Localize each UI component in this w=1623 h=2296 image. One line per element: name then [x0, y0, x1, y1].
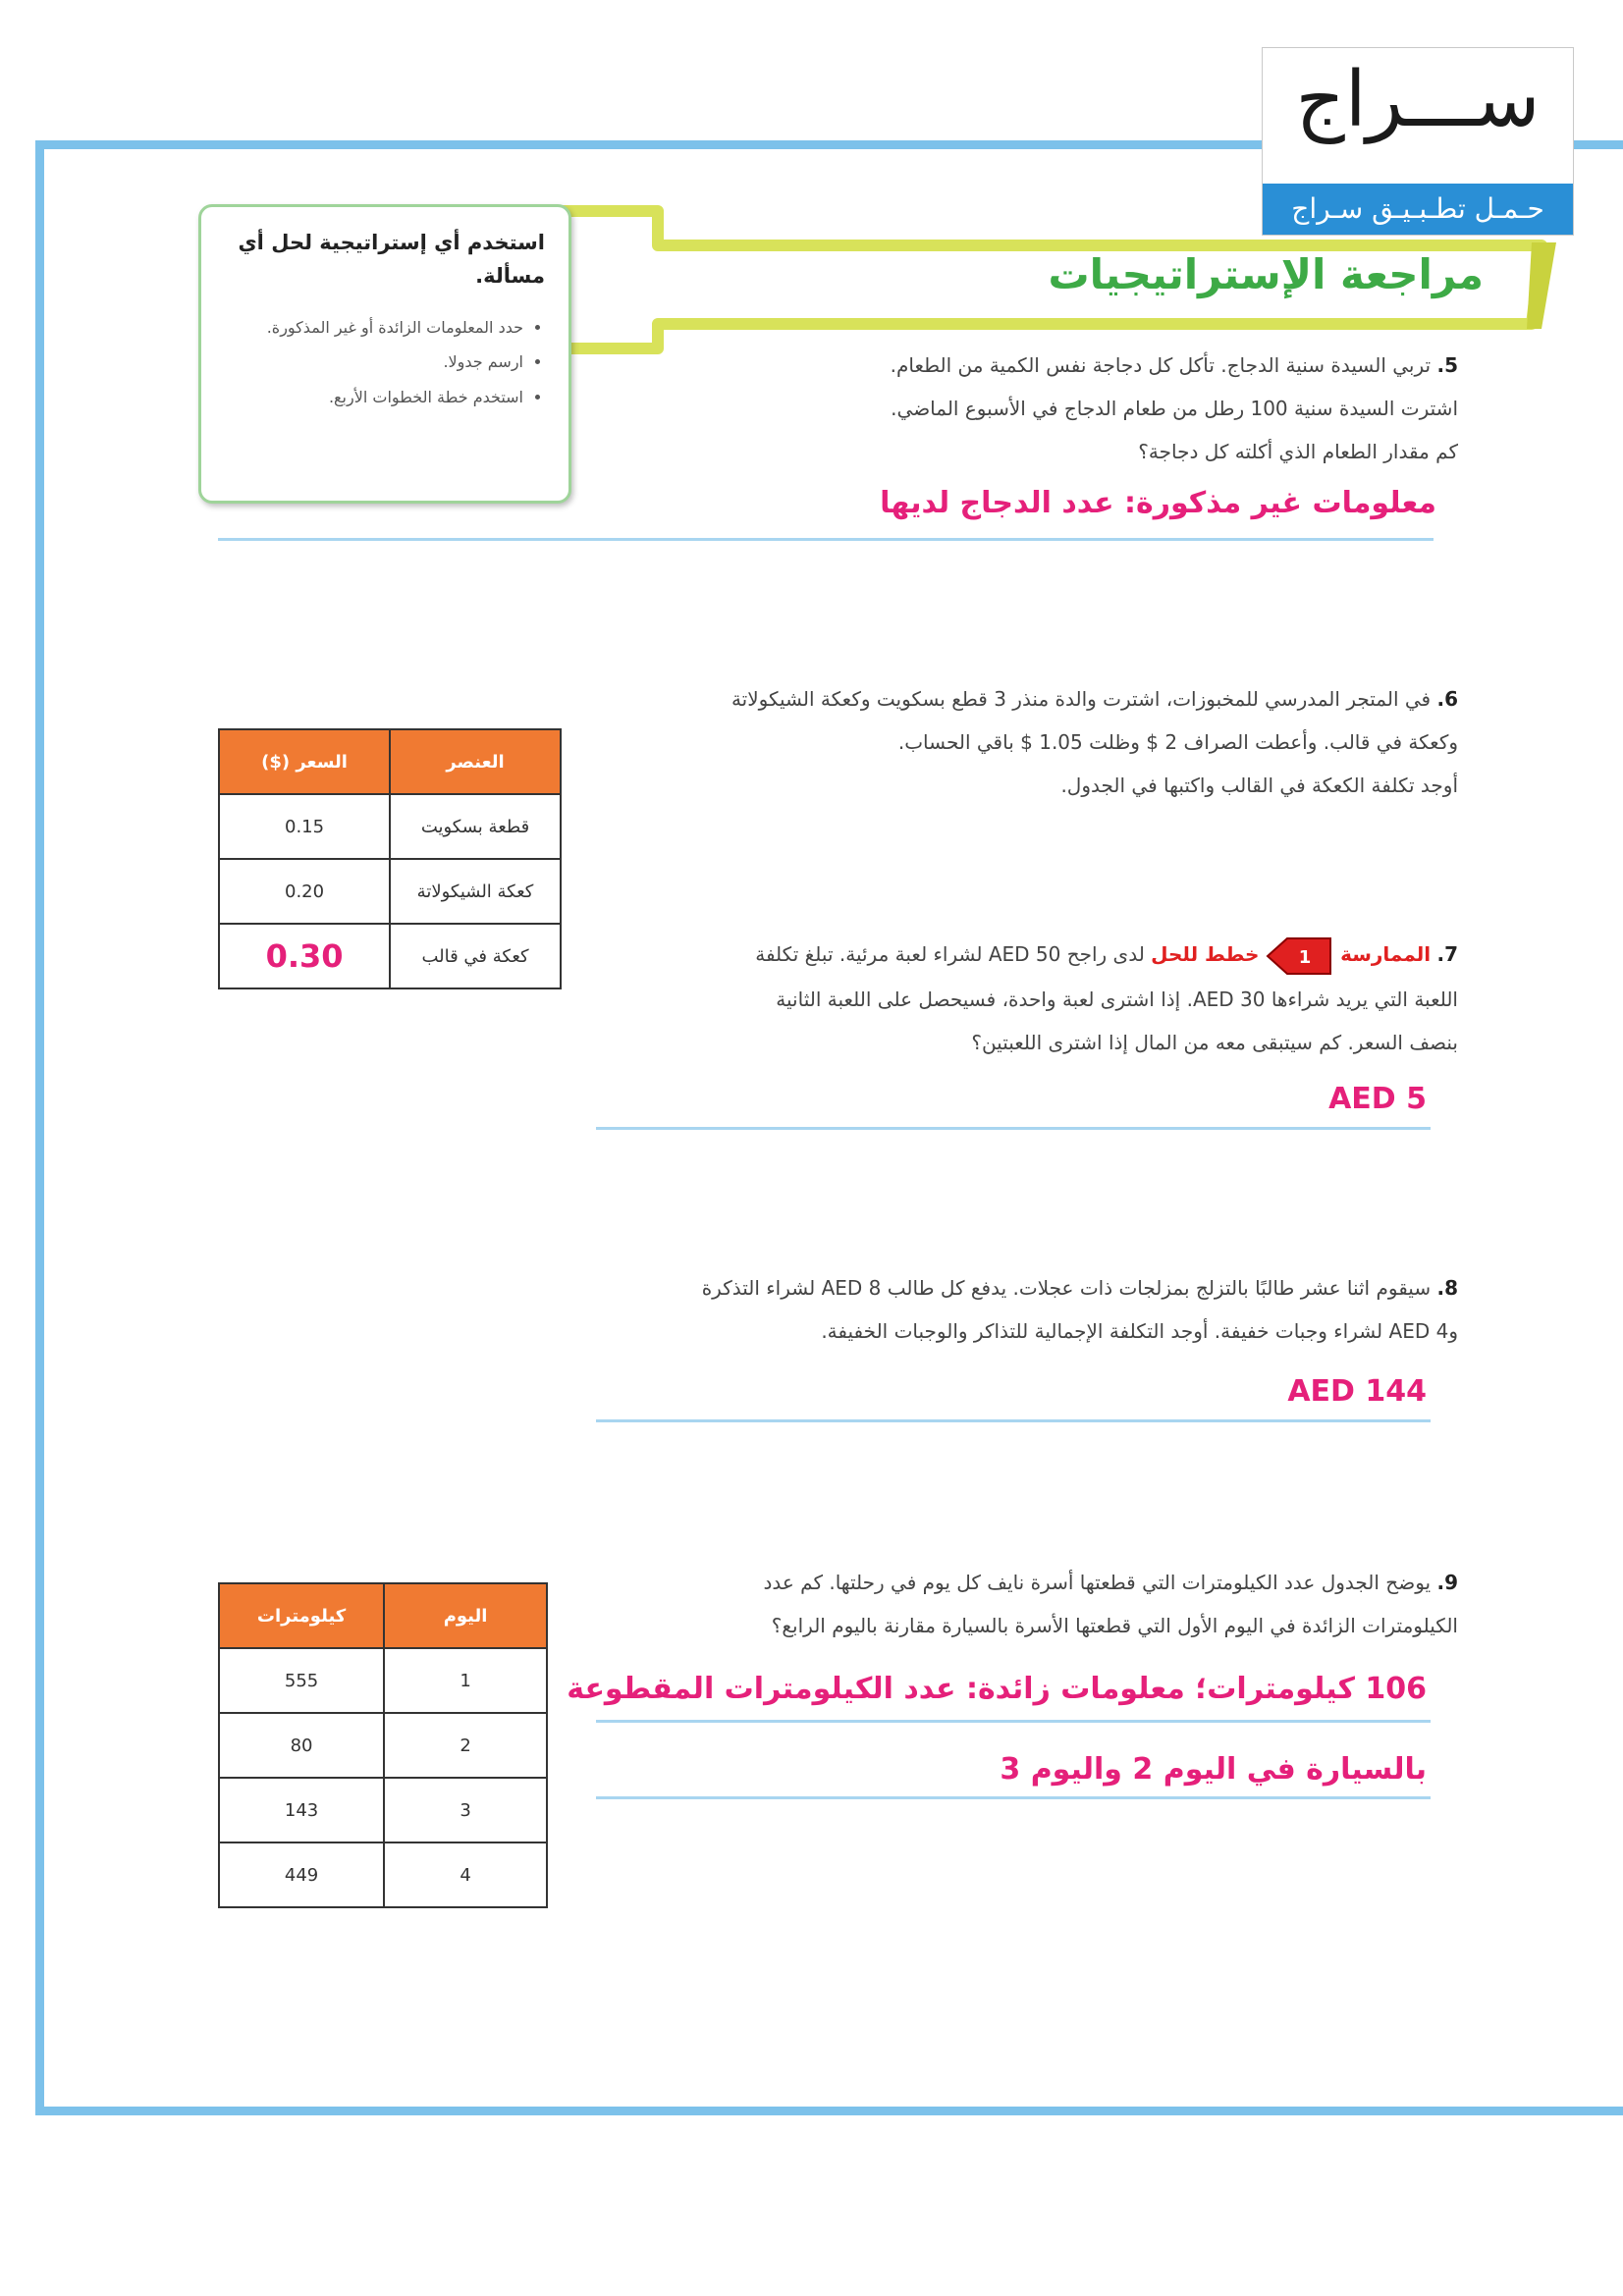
question-text: بنصف السعر. كم سيتبقى معه من المال إذا اشترى اللعبتين؟ — [971, 1030, 1458, 1054]
answer-7: AED 5 — [1328, 1082, 1427, 1116]
question-number: 6. — [1436, 687, 1458, 711]
question-text: وكعكة في قالب. وأعطت الصراف 2 $ وظلت 1.05 $ باقي الحساب. — [897, 730, 1458, 754]
table-header: اليوم — [384, 1583, 547, 1648]
question-text: تربي السيدة سنية الدجاج. تأكل كل دجاجة نفس الكمية من الطعام. — [890, 353, 1432, 377]
question-6 — [555, 677, 1458, 807]
question-number: 7. — [1436, 942, 1458, 966]
question-number: 9. — [1436, 1571, 1458, 1594]
strategy-note — [198, 204, 571, 504]
logo-wordmark: ســـراج — [1295, 56, 1541, 144]
table-cell: كعكة الشيكولاتة — [390, 859, 561, 924]
logo-tagline: حـمـل تطـبـيـق سـراج — [1263, 184, 1573, 235]
table-row — [219, 1648, 547, 1713]
table-row — [219, 794, 561, 859]
practice-label: الممارسة — [1340, 942, 1432, 966]
question-7 — [574, 933, 1458, 1064]
strategy-item: • استخدم خطة الخطوات الأربع. — [225, 380, 523, 414]
table-cell: 1 — [384, 1648, 547, 1713]
answer-9-line1: 106 كيلومترات؛ معلومات زائدة: عدد الكيلومترات المقطوعة — [567, 1672, 1427, 1706]
table-cell: 0.15 — [219, 794, 390, 859]
answer-line — [596, 1419, 1431, 1422]
table-row — [219, 1842, 547, 1907]
question-text: اللعبة التي يريد شراءها 30 AED. إذا اشترى لعبة واحدة، فسيحصل على اللعبة الثانية — [776, 987, 1458, 1011]
answer-line — [596, 1127, 1431, 1130]
question-text: الكيلومترات الزائدة في اليوم الأول التي قطعتها الأسرة بالسيارة مقارنة باليوم الرابع؟ — [771, 1614, 1458, 1637]
red-arrow-icon — [1266, 934, 1334, 978]
question-text: اشترت السيدة سنية 100 رطل من طعام الدجاج في الأسبوع الماضي. — [891, 397, 1458, 420]
question-5 — [614, 344, 1458, 473]
table-cell: 143 — [219, 1778, 384, 1842]
question-9 — [594, 1561, 1458, 1647]
table-row — [219, 859, 561, 924]
answer-line — [218, 538, 1434, 541]
plan-label: خطط للحل — [1151, 942, 1260, 966]
table-cell: 555 — [219, 1648, 384, 1713]
question-text: كم مقدار الطعام الذي أكلته كل دجاجة؟ — [1138, 440, 1458, 463]
question-text: يوضح الجدول عدد الكيلومترات التي قطعتها أسرة نايف كل يوم في رحلتها. كم عدد — [763, 1571, 1432, 1594]
table-row — [219, 1778, 547, 1842]
answer-line — [596, 1720, 1431, 1723]
answer-9-line2: بالسيارة في اليوم 2 واليوم 3 — [1000, 1752, 1427, 1787]
kilometers-table — [218, 1582, 548, 1908]
table-cell: 0.20 — [219, 859, 390, 924]
answer-cell: 0.30 — [219, 924, 390, 988]
strategy-note-title: استخدم أي إستراتيجية لحل أي مسألة. — [238, 231, 545, 288]
table-cell: 4 — [384, 1842, 547, 1907]
price-table — [218, 728, 562, 989]
question-8 — [525, 1266, 1458, 1353]
question-text: لدى راجح 50 AED لشراء لعبة مرئية. تبلغ تكلفة — [755, 942, 1145, 966]
table-cell: 80 — [219, 1713, 384, 1778]
table-cell: كعكة في قالب — [390, 924, 561, 988]
badge-number: 1 — [1298, 946, 1311, 968]
table-row — [219, 1713, 547, 1778]
question-text: و4 AED لشراء وجبات خفيفة. أوجد التكلفة الإجمالية للتذاكر والوجبات الخفيفة. — [821, 1319, 1458, 1343]
answer-5: معلومات غير مذكورة: عدد الدجاج لديها — [880, 486, 1436, 520]
table-header: كيلومترات — [219, 1583, 384, 1648]
strategy-item: • ارسم جدولا. — [225, 345, 523, 379]
table-cell: 449 — [219, 1842, 384, 1907]
strategy-list — [225, 310, 545, 414]
table-header: العنصر — [390, 729, 561, 794]
table-row — [219, 924, 561, 988]
question-text: أوجد تكلفة الكعكة في القالب واكتبها في الجدول. — [1060, 774, 1458, 797]
table-cell: قطعة بسكويت — [390, 794, 561, 859]
question-text: في المتجر المدرسي للمخبوزات، اشترت والدة منذر 3 قطع بسكويت وكعكة الشيكولاتة — [730, 687, 1432, 711]
section-title: مراجعة الإستراتيجيات — [1048, 250, 1484, 298]
answer-line — [596, 1796, 1431, 1799]
table-cell: 2 — [384, 1713, 547, 1778]
question-number: 5. — [1436, 353, 1458, 377]
table-header: السعر ($) — [219, 729, 390, 794]
answer-8: AED 144 — [1287, 1374, 1427, 1409]
question-text: سيقوم اثنا عشر طالبًا بالتزلج بمزلجات ذات عجلات. يدفع كل طالب 8 AED لشراء التذكرة — [701, 1276, 1432, 1300]
strategy-item: • حدد المعلومات الزائدة أو غير المذكورة. — [225, 310, 523, 345]
table-cell: 3 — [384, 1778, 547, 1842]
question-number: 8. — [1436, 1276, 1458, 1300]
